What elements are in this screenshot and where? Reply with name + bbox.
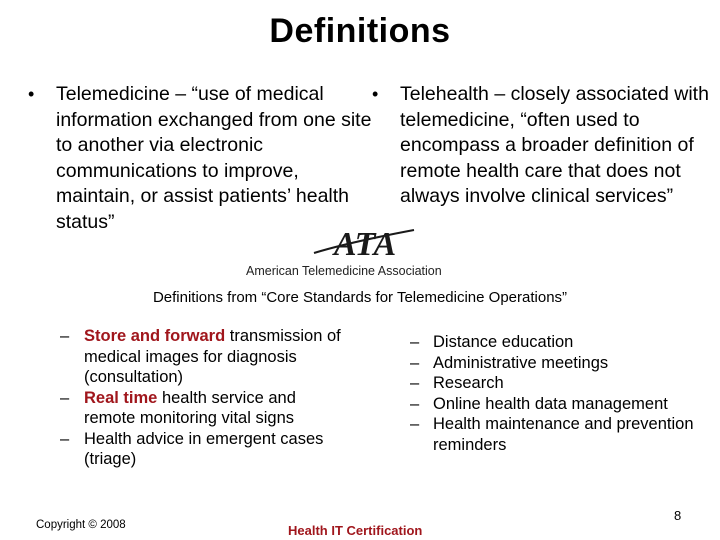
dash-marker: – bbox=[410, 333, 420, 351]
dash-marker: – bbox=[410, 415, 420, 433]
telehealth-examples-list bbox=[410, 332, 700, 455]
telemedicine-examples-list bbox=[60, 326, 350, 470]
highlight-term: Store and forward bbox=[84, 327, 226, 345]
dash-marker: – bbox=[410, 394, 420, 413]
item-text: Research bbox=[433, 374, 504, 392]
source-citation: Definitions from “Core Standards for Telemedicine Operations” bbox=[152, 289, 568, 306]
slide-title: Definitions bbox=[269, 12, 451, 50]
logo-caption: American Telemedicine Association bbox=[246, 264, 442, 278]
item-text: health service and remote monitoring vital signs bbox=[84, 388, 296, 427]
list-item bbox=[410, 373, 700, 394]
logo-letters: ATA bbox=[333, 226, 397, 262]
page-number: 8 bbox=[674, 508, 682, 523]
item-text: Administrative meetings bbox=[433, 353, 609, 372]
list-item bbox=[60, 326, 350, 388]
bullet-item bbox=[28, 82, 378, 235]
dash-marker: – bbox=[60, 388, 70, 407]
list-item bbox=[410, 332, 700, 353]
list-item bbox=[60, 429, 350, 470]
item-text: Health advice in emergent cases (triage) bbox=[84, 429, 324, 468]
ata-logo-mark bbox=[310, 222, 420, 262]
telehealth-definition-text: Telehealth – closely associated with telemedicine, “often used to encompass a broader definition of remote health care that does not always involve clinical services” bbox=[400, 83, 709, 207]
list-item bbox=[60, 388, 350, 429]
item-text: Distance education bbox=[433, 333, 574, 351]
item-text: transmission of medical images for diagnosis (consultation) bbox=[84, 327, 341, 386]
item-text: Online health data management bbox=[433, 394, 668, 413]
item-text: Health maintenance and prevention reminders bbox=[433, 415, 694, 454]
list-item bbox=[410, 394, 700, 415]
dash-marker: – bbox=[60, 429, 70, 448]
telemedicine-definition-text: Telemedicine – “use of medical information exchanged from one site to another via electronic communications to improve, maintain, or assist patients’ health status” bbox=[56, 83, 372, 233]
footer-title: Health IT Certification bbox=[288, 523, 423, 538]
copyright-notice: Copyright © 2008 bbox=[36, 519, 126, 531]
bullet-icon: • bbox=[28, 84, 35, 104]
bullet-icon: • bbox=[372, 84, 379, 104]
telehealth-definition bbox=[372, 82, 712, 210]
telemedicine-definition bbox=[28, 82, 378, 235]
list-item bbox=[410, 414, 700, 455]
dash-marker: – bbox=[410, 353, 420, 372]
highlight-term: Real time bbox=[84, 388, 158, 407]
ata-logo bbox=[246, 222, 470, 282]
list-item bbox=[410, 353, 700, 374]
bullet-item bbox=[372, 82, 712, 210]
dash-marker: – bbox=[60, 327, 70, 345]
dash-marker: – bbox=[410, 374, 420, 392]
